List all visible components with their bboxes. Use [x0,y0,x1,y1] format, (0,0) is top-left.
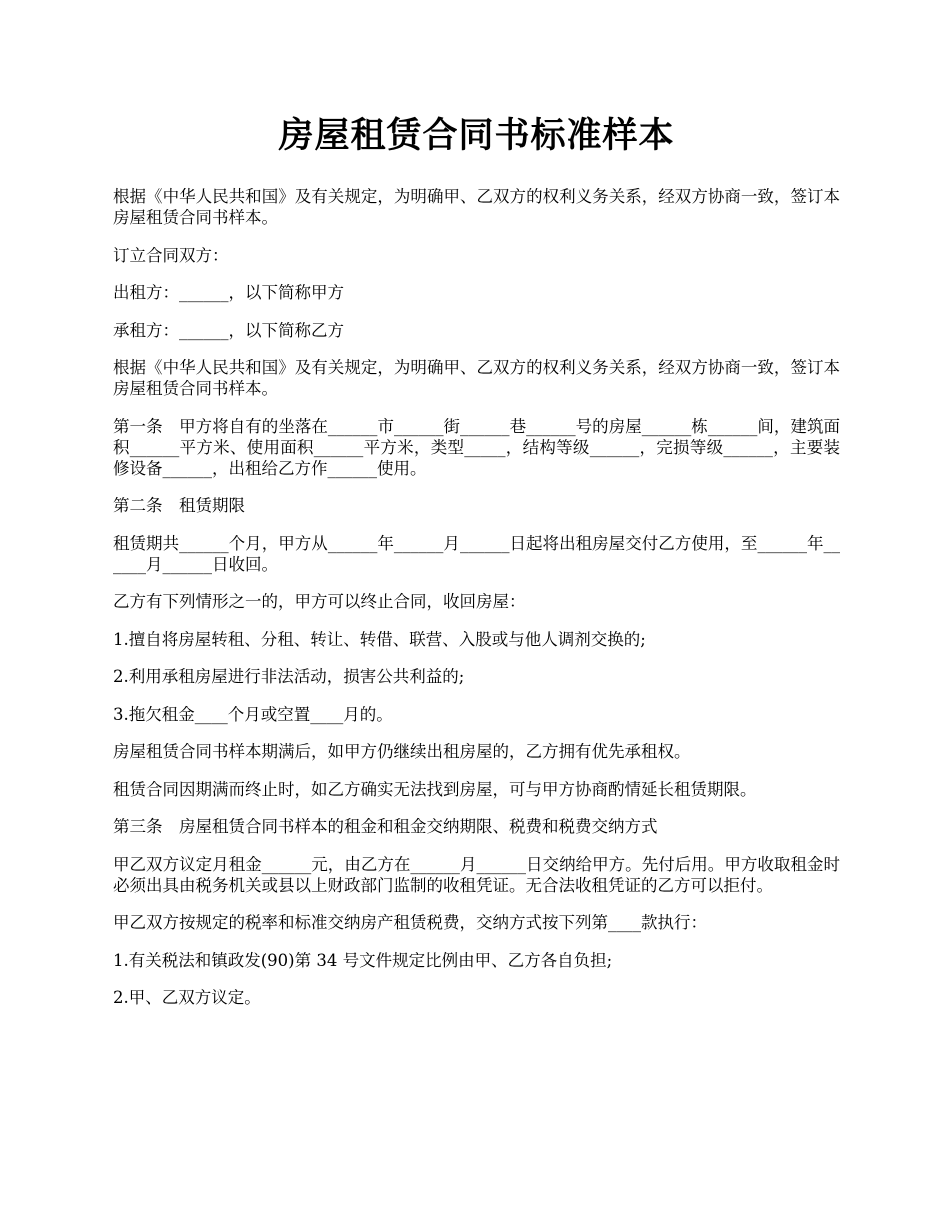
paragraph-tax-payment: 甲乙双方按规定的税率和标准交纳房产租赁税费，交纳方式按下列第____款执行： [113,913,707,932]
paragraph-intro-repeat: 根据《中华人民共和国》及有关规定，为明确甲、乙双方的权利义务关系，经双方协商一致，签订本房屋租赁合同书样本。 [113,358,840,398]
paragraph-lessor: 出租方：______，以下简称甲方 [113,283,344,302]
paragraph-condition-1: 1.擅自将房屋转租、分租、转让、转借、联营、入股或与他人调剂交换的; [113,629,646,649]
paragraph-condition-2: 2.利用承租房屋进行非法活动，损害公共利益的; [113,667,465,686]
paragraph-termination-conditions: 乙方有下列情形之一的，甲方可以终止合同，收回房屋： [113,592,526,611]
paragraph-priority-right: 房屋租赁合同书样本期满后，如甲方仍继续出租房屋的，乙方拥有优先承租权。 [113,742,691,761]
paragraph-rent-payment: 甲乙双方议定月租金______元，由乙方在______月______日交纳给甲方。先付后用。甲方收取租金时必须出具由税务机关或县以上财政部门监制的收租凭证。无合法收租凭证的乙方可以拒付。 [113,854,840,895]
paragraph-intro: 根据《中华人民共和国》及有关规定，为明确甲、乙双方的权利义务关系，经双方协商一致，签订本房屋租赁合同书样本。 [113,187,840,227]
document-title: 房屋租赁合同书标准样本 [278,115,675,156]
paragraph-article-1: 第一条 甲方将自有的坐落在______市______街______巷______号的房屋______栋______间，建筑面积______平方米、使用面积______平方米，类型_____，结构等级______，完损等级______，主要装修设备______，出租给乙方作______使用。 [113,416,841,478]
paragraph-lessee: 承租方：______，以下简称乙方 [113,320,344,340]
paragraph-tax-option-2: 2.甲、乙双方议定。 [113,988,261,1007]
paragraph-parties-heading: 订立合同双方： [113,245,229,265]
paragraph-article-3-heading: 第三条 房屋租赁合同书样本的租金和租金交纳期限、税费和税费交纳方式 [113,817,658,836]
paragraph-lease-term: 租赁期共______个月，甲方从______年______月______日起将出租房屋交付乙方使用，至______年______月______日收回。 [113,533,840,574]
paragraph-tax-option-1: 1.有关税法和镇政发(90)第 34 号文件规定比例由甲、乙方各自负担; [113,950,613,970]
paragraph-extension: 租赁合同因期满而终止时，如乙方确实无法找到房屋，可与甲方协商酌情延长租赁期限。 [113,779,757,799]
paragraph-article-2-heading: 第二条 租赁期限 [113,496,245,515]
paragraph-condition-3: 3.拖欠租金____个月或空置____月的。 [113,704,393,724]
document-page [113,112,840,1025]
